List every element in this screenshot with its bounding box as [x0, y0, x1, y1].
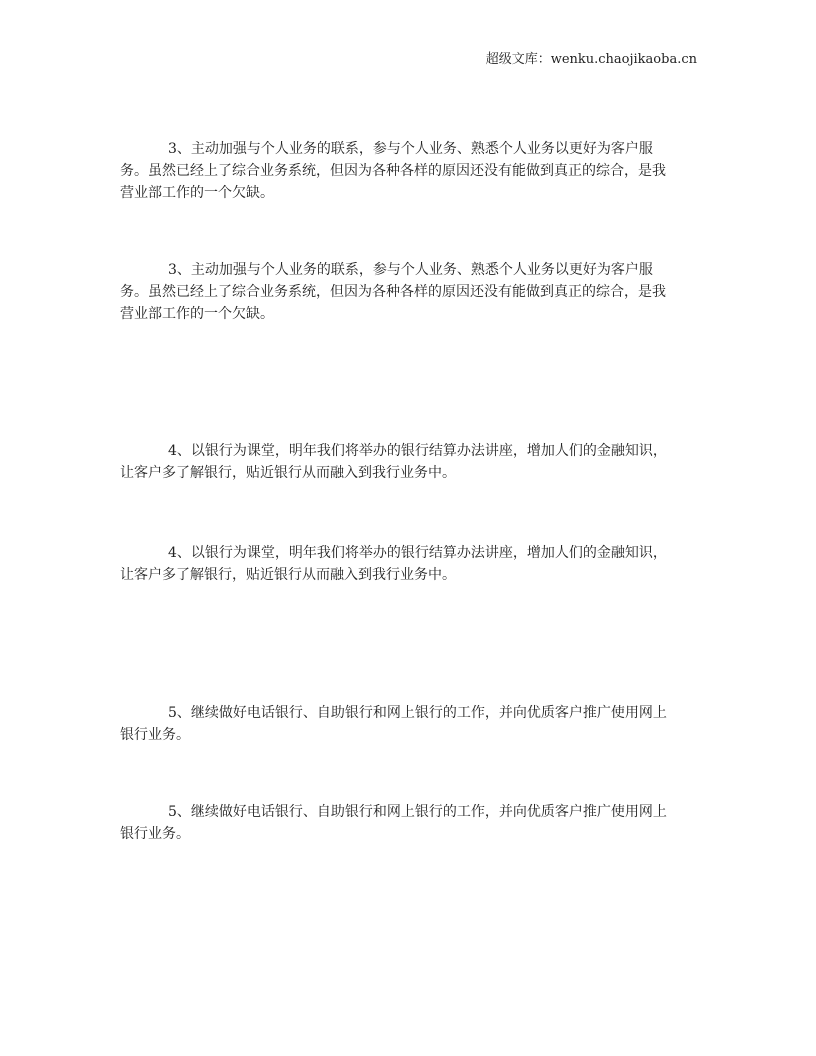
paragraph-4 [120, 440, 700, 484]
text-line: 4、以银行为课堂，明年我们将举办的银行结算办法讲座，增加人们的金融知识， [168, 443, 667, 459]
text-line: 银行业务。 [120, 826, 190, 842]
paragraph-4-duplicate [120, 542, 700, 586]
paragraph-3-duplicate [120, 259, 700, 325]
text-line: 3、主动加强与个人业务的联系，参与个人业务、熟悉个人业务以更好为客户服 [168, 141, 653, 157]
text-line: 务。虽然已经上了综合业务系统，但因为各种各样的原因还没有能做到真正的综合，是我 [120, 284, 666, 300]
text-line: 营业部工作的一个欠缺。 [120, 185, 274, 201]
paragraph-3 [120, 138, 700, 204]
text-line: 让客户多了解银行，贴近银行从而融入到我行业务中。 [120, 465, 456, 481]
paragraph-5-duplicate [120, 801, 700, 845]
paragraph-5 [120, 702, 700, 746]
text-line: 5、继续做好电话银行、自助银行和网上银行的工作，并向优质客户推广使用网上 [168, 705, 667, 721]
text-line: 务。虽然已经上了综合业务系统，但因为各种各样的原因还没有能做到真正的综合，是我 [120, 163, 666, 179]
text-line: 银行业务。 [120, 727, 190, 743]
text-line: 4、以银行为课堂，明年我们将举办的银行结算办法讲座，增加人们的金融知识， [168, 545, 667, 561]
text-line: 营业部工作的一个欠缺。 [120, 306, 274, 322]
text-line: 3、主动加强与个人业务的联系，参与个人业务、熟悉个人业务以更好为客户服 [168, 262, 653, 278]
text-line: 5、继续做好电话银行、自助银行和网上银行的工作，并向优质客户推广使用网上 [168, 804, 667, 820]
text-line: 让客户多了解银行，贴近银行从而融入到我行业务中。 [120, 567, 456, 583]
page-header: 超级文库：wenku.chaojikaoba.cn [485, 52, 697, 67]
